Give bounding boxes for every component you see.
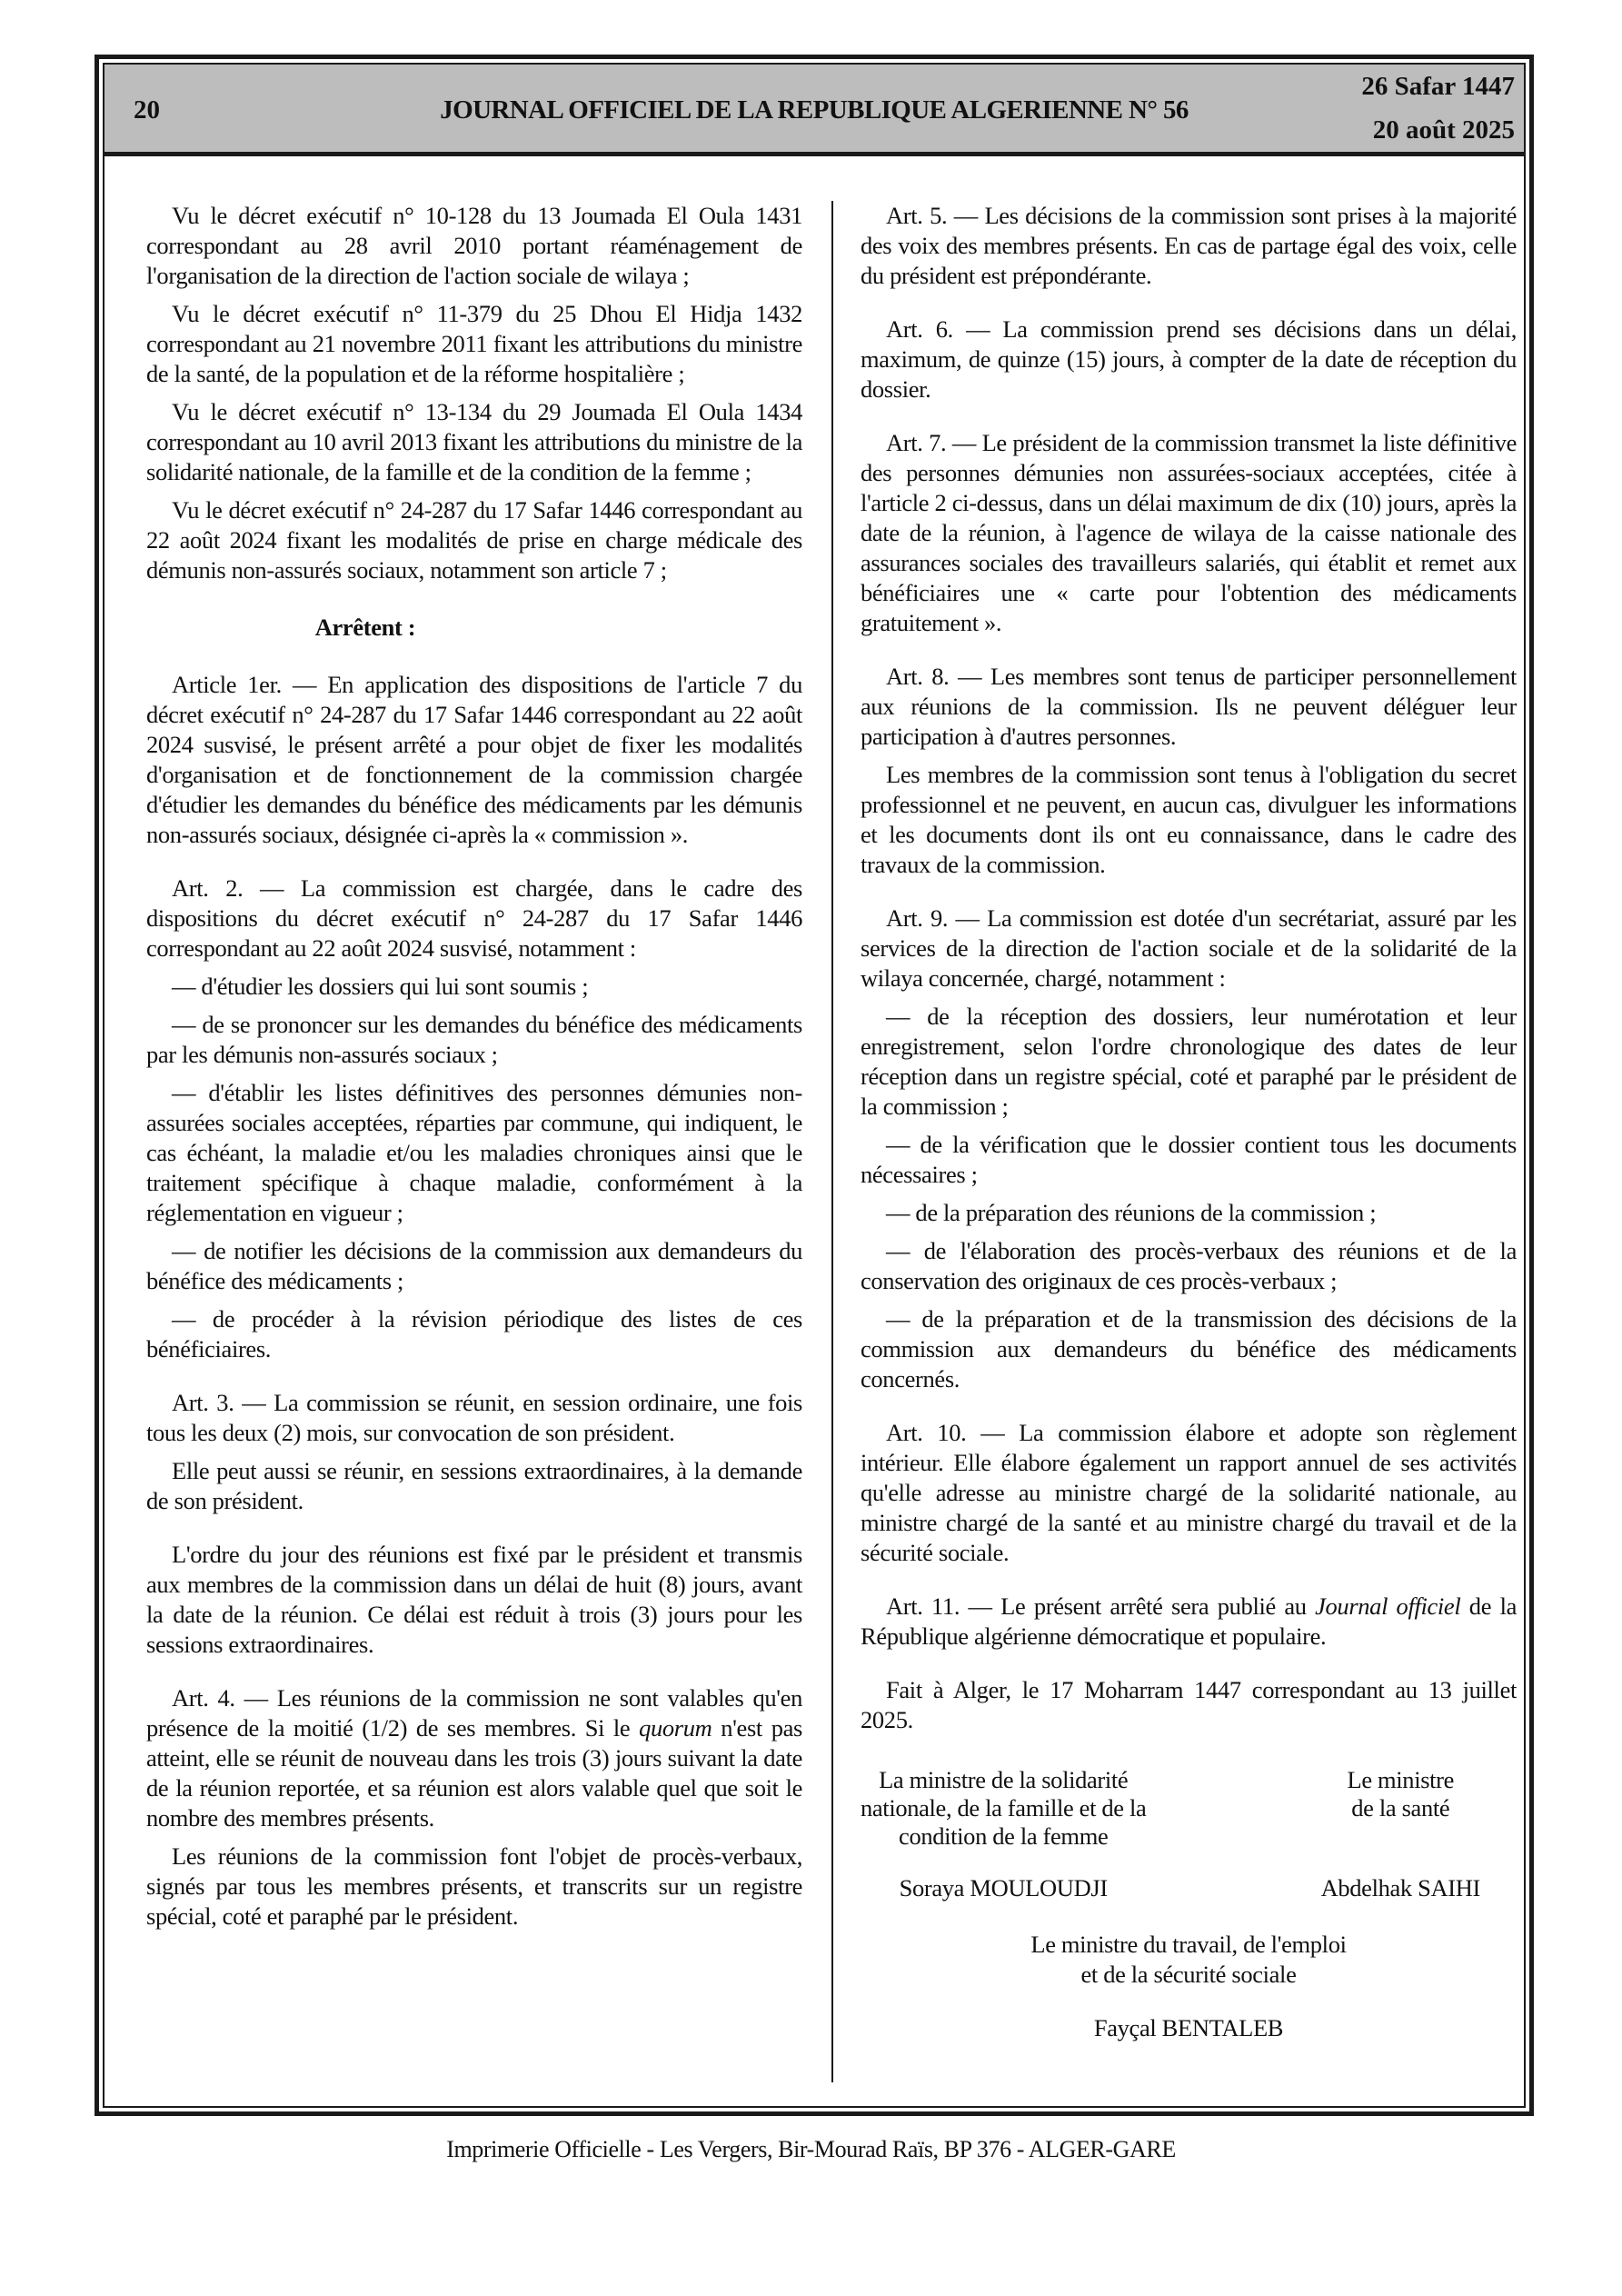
paragraph: Vu le décret exécutif n° 10-128 du 13 Joumada El Oula 1431 correspondant au 28 avril 2010 portant réaménagement de l'organisation de la direction de l'action sociale de wilaya ; <box>146 202 802 289</box>
paragraph: Art. 6. — La commission prend ses décisions dans un délai, maximum, de quinze (15) jours, à compter de la date de réception du dossier. <box>861 315 1517 403</box>
signature-solidarity-minister <box>861 1766 1146 1902</box>
column-divider <box>831 201 833 2082</box>
italic-text: Journal officiel <box>1315 1592 1461 1620</box>
signature-title-line: La ministre de la solidarité <box>879 1766 1129 1793</box>
signature-title-line: de la santé <box>1351 1794 1450 1822</box>
paragraph: Vu le décret exécutif n° 24-287 du 17 Safar 1446 correspondant au 22 août 2024 fixant les modalités de prise en charge médicale des démunis non-assurés sociaux, notamment son article 7 ; <box>146 496 802 584</box>
paragraph: Vu le décret exécutif n° 13-134 du 29 Joumada El Oula 1434 correspondant au 10 avril 2013 fixant les attributions du ministre de la solidarité nationale, de la famille et de la condition de la femme ; <box>146 398 802 485</box>
paragraph: Vu le décret exécutif n° 11-379 du 25 Dhou El Hidja 1432 correspondant au 21 novembre 2011 fixant les attributions du ministre de la santé, de la population et de la réforme hospitalière ; <box>146 300 802 387</box>
paragraph: Art. 9. — La commission est dotée d'un secrétariat, assuré par les services de la direction de l'action sociale et de la solidarité de la wilaya concernée, chargé, notamment : <box>861 904 1517 992</box>
paragraph <box>861 1592 1517 1652</box>
paragraph: — d'étudier les dossiers qui lui sont soumis ; <box>172 973 589 1000</box>
right-column <box>861 201 1517 2043</box>
text-segment: de la République algérienne démocratique et populaire. <box>861 1592 1517 1650</box>
page-number: 20 <box>134 95 160 125</box>
paragraph: — de l'élaboration des procès-verbaux des réunions et de la conservation des originaux de ces procès-verbaux ; <box>861 1237 1517 1294</box>
paragraph: — de se prononcer sur les demandes du bénéfice des médicaments par les démunis non-assurés sociaux ; <box>146 1011 802 1068</box>
signatures-row <box>861 1766 1517 1902</box>
date-hijri: 26 Safar 1447 <box>1361 72 1515 101</box>
paragraph: — d'établir les listes définitives des personnes démunies non-assurées sociales acceptées, réparties par commune, qui indiquent, le cas échéant, la maladie et/ou les maladies chroniques ainsi que le traitement spécifique à chaque maladie, conformément à la réglementation en vigueur ; <box>146 1079 802 1226</box>
paragraph: Art. 7. — Le président de la commission transmet la liste définitive des personnes démunies non assurées-sociaux acceptées, citée à l'article 2 ci-dessus, dans un délai maximum de dix (10) jours, après la date de la réunion, à l'agence de wilaya de la caisse nationale des assurances sociales des travailleurs salariés, qui établit et remet aux bénéficiaires une « carte pour l'obtention des médicaments gratuitement ». <box>861 429 1517 636</box>
paragraph: Article 1er. — En application des dispositions de l'article 7 du décret exécutif n° 24-287 du 17 Safar 1446 correspondant au 22 août 2024 susvisé, le présent arrêté a pour objet de fixer les modalités d'organisation et de fonctionnement de la commission chargée d'étudier les demandes du bénéfice des médicaments par les démunis non-assurés sociaux, désignée ci-après la « commission ». <box>146 671 802 848</box>
text-segment: Art. 11. — Le présent arrêté sera publié au <box>886 1592 1316 1620</box>
text-segment: n'est pas atteint, elle se réunit de nouveau dans les trois (3) jours suivant la date de la réunion reportée, et sa réunion est alors valable quel que soit le nombre des membres présents. <box>146 1714 802 1832</box>
signature-title-line: nationale, de la famille et de la <box>861 1794 1147 1822</box>
signature-title-line: Le ministre <box>1347 1766 1455 1793</box>
right-paragraphs <box>861 201 1517 1735</box>
signature-title-line: Le ministre du travail, de l'emploi <box>1030 1931 1347 1958</box>
signature-name: Abdelhak SAIHI <box>1320 1874 1480 1902</box>
paragraph: L'ordre du jour des réunions est fixé par le président et transmis aux membres de la commission dans un délai de huit (8) jours, avant la date de la réunion. Ce délai est réduit à trois (3) jours pour les sessions extraordinaires. <box>146 1541 802 1658</box>
printer-footer: Imprimerie Officielle - Les Vergers, Bir-Mourad Raïs, BP 376 - ALGER-GARE <box>446 2136 1176 2162</box>
signature-title-line: condition de la femme <box>899 1822 1109 1850</box>
paragraph: — de procéder à la révision périodique des listes de ces bénéficiaires. <box>146 1305 802 1363</box>
paragraph: — de la vérification que le dossier contient tous les documents nécessaires ; <box>861 1131 1517 1188</box>
journal-title: JOURNAL OFFICIEL DE LA REPUBLIQUE ALGERIENNE N° 56 <box>440 95 1189 125</box>
signature-health-minister <box>1321 1766 1517 1902</box>
paragraph: Les membres de la commission sont tenus à l'obligation du secret professionnel et ne peuvent, en aucun cas, divulguer les informations et les documents dont ils ont eu connaissance, dans le cadre des travaux de la commission. <box>861 761 1517 878</box>
text-segment: Art. 4. — Les réunions de la commission ne sont valables qu'en présence de la moitié (1/2) de ses membres. Si le <box>146 1684 802 1742</box>
italic-text: quorum <box>639 1714 712 1742</box>
journal-header <box>104 65 1524 156</box>
page-frame <box>95 55 1534 2116</box>
paragraph: — de la préparation des réunions de la commission ; <box>886 1199 1377 1226</box>
signature-name: Soraya MOULOUDJI <box>899 1874 1108 1902</box>
paragraph: Arrêtent : <box>314 614 416 641</box>
paragraph: Fait à Alger, le 17 Moharram 1447 correspondant au 13 juillet 2025. <box>861 1676 1517 1733</box>
paragraph: Art. 2. — La commission est chargée, dans le cadre des dispositions du décret exécutif n° 24-287 du 17 Safar 1446 correspondant au 22 août 2024 susvisé, notamment : <box>146 874 802 962</box>
paragraph: Art. 3. — La commission se réunit, en session ordinaire, une fois tous les deux (2) mois, sur convocation de son président. <box>146 1389 802 1446</box>
signature-name: Fayçal BENTALEB <box>1093 2014 1284 2041</box>
paragraph: — de la préparation et de la transmission des décisions de la commission aux demandeurs du bénéfice des médicaments concernés. <box>861 1305 1517 1393</box>
paragraph: Art. 5. — Les décisions de la commission sont prises à la majorité des voix des membres présents. En cas de partage égal des voix, celle du président est prépondérante. <box>861 202 1517 289</box>
paragraph: — de la réception des dossiers, leur numérotation et leur enregistrement, selon l'ordre chronologique des dates de leur réception dans un registre spécial, coté et paraphé par le président de la commission ; <box>861 1003 1517 1120</box>
signature-title-line: et de la sécurité sociale <box>1080 1961 1297 1988</box>
paragraph: Art. 10. — La commission élabore et adopte son règlement intérieur. Elle élabore également un rapport annuel de ses activités qu'elle adresse au ministre chargé de la solidarité nationale, au ministre chargé de la santé et au ministre chargé du travail et de la sécurité sociale. <box>861 1419 1517 1566</box>
left-column <box>146 201 802 1940</box>
page-frame-inner <box>103 63 1526 2108</box>
paragraph: Art. 8. — Les membres sont tenus de participer personnellement aux réunions de la commission. Ils ne peuvent déléguer leur participation à d'autres personnes. <box>861 663 1517 750</box>
date-gregorian: 20 août 2025 <box>1372 115 1515 145</box>
paragraph <box>146 1683 802 1833</box>
paragraph: — de notifier les décisions de la commission aux demandeurs du bénéfice des médicaments ; <box>146 1237 802 1294</box>
signature-labour-minister <box>861 1930 1517 2043</box>
paragraph: Les réunions de la commission font l'objet de procès-verbaux, signés par tous les membres présents, et transcrits sur un registre spécial, coté et paraphé par le président. <box>146 1842 802 1930</box>
paragraph: Elle peut aussi se réunir, en sessions extraordinaires, à la demande de son président. <box>146 1457 802 1514</box>
